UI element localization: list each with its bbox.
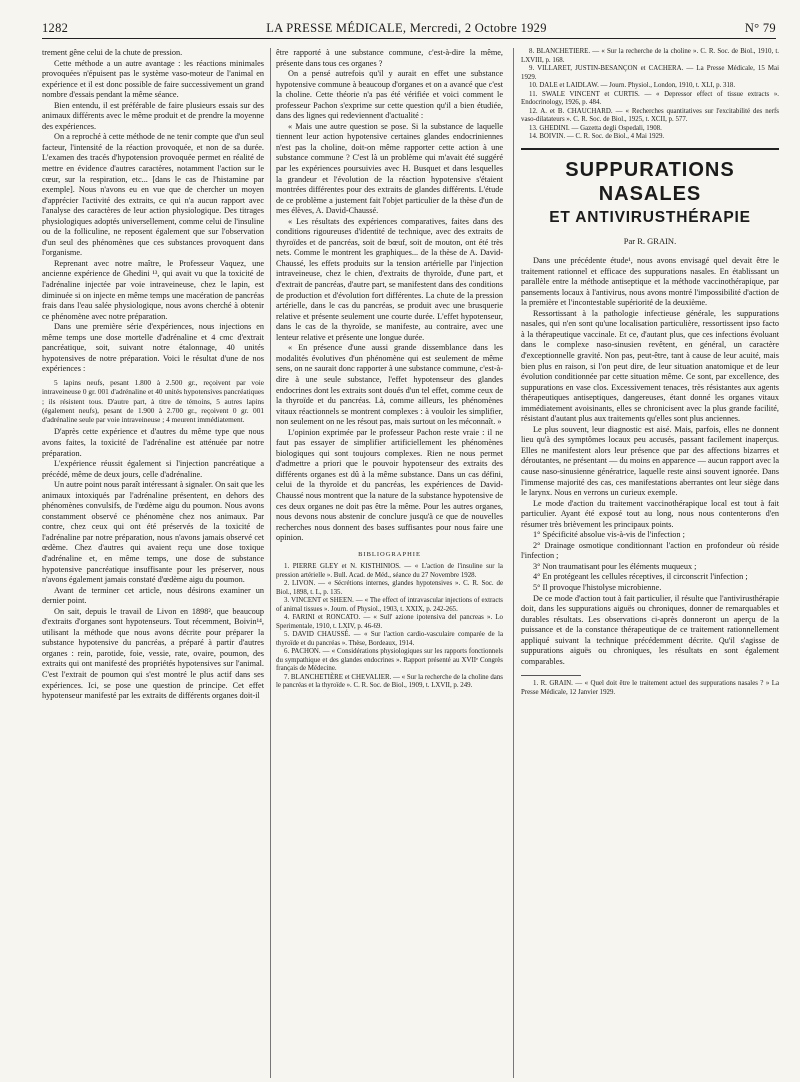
list-item: 1° Spécificité absolue vis-à-vis de l'infection ; — [533, 530, 685, 540]
paragraph: Le plus souvent, leur diagnostic est aisé. Mais, parfois, elles ne donnent lieu qu'à des symptômes locaux peu accusés, passant facilement inaperçus. Elles ne manifestent alors leur présence que par des affections bizarres et déroutantes, ne présentant — du moins en apparence — aucun rapport avec la cause naso-sinusienne génératrice, laquelle reste ainsi souvent ignorée. Dans l'immense majorité des cas, ces manifestations aberrantes ont leur siège dans le larynx. Nous en verrons un curieux exemple. — [521, 424, 779, 498]
column-divider — [270, 48, 271, 1078]
list-item: 2° Drainage osmotique conditionnant l'action en profondeur où réside l'infection ; — [521, 540, 779, 561]
reference: 2. LIVON. — « Sécrétions internes, glandes hypotensives ». C. R. Soc. de Biol., 1898, t. L, p. 135. — [276, 580, 503, 596]
list-item: 5° Il provoque l'histolyse microbienne. — [533, 583, 662, 592]
paragraph: On sait, depuis le travail de Livon en 1898², que beaucoup d'extraits d'organes sont hypotenseurs. Tout récemment, Boivin¹⁴, utilisant la méthode que nous avons décrite pour préparer la substance hypotensive du pancréas, a préparé à partir d'autres organes : rein, parotide, foie, vessie, rate, ovaire, poumon, des extraits qui ont manifesté des propriétés hypotensives sur l'animal. C'est l'extrait de poumon qui s'est montré le plus actif dans ses expériences. Ici, se pose une question de principe. Cet effet hypotenseur manifesté par les extraits de différents organes doit-il — [42, 606, 264, 701]
page-number: 1282 — [42, 21, 69, 35]
reference: 1. PIERRE GLEY et N. KISTHINIOS. — « L'action de l'insuline sur la pression artérielle ». Bull. Acad. de Méd., séance du 27 Novembre 1928. — [276, 563, 503, 579]
paragraph: Ressortissant à la pathologie infectieuse générale, les suppurations nasales, qui n'en sont qu'une localisation particulière, ressortissent ipso facto à la thérapeutique vaccinale. Et ce, d'autant plus, que ces infections évoluant dans le complexe naso-sinusien revêtent, en général, un caractère d'exceptionnelle gravité. Non pas, peut-être, tant à cause de leur acuité, mais bien plus en raison, si l'on peut dire, de leur situation anatomique et de leur évolution conditionnée par cette situation même. Ce sont, par excellence, des suppurations en vase clos. Excessivement tenaces, très résistantes aux agents thérapeutiques antiseptiques, dangereuses, étant donné les organes vitaux immédiatement avoisinants, elles se chronicisent avec la plus grande facilité, résistant d'autant plus aux traitements qu'elles sont plus anciennes. — [521, 308, 779, 424]
paragraph: On a reproché à cette méthode de ne tenir compte que d'un seul facteur, l'intensité de la réaction provoquée, et non de sa durée. L'examen des tracés d'hypotension provoquée permet en réalité de mettre en évidence d'autres caractères, notamment l'action sur le cœur, sur la respiration, etc... [dans le cas de l'histamine par exemple]. Nous n'avons eu en vue que de chercher un moyen d'apprécier l'activité des extraits, ce qui n'a aucun rapport avec l'analyse des caractères de leur action physiologique. Des titrages physiologiques adoptés universellement, comme celui de l'insuline ou de la folliculine, ne reposent également que sur l'observation d'un seul des phénomènes que ces substances provoquent dans l'organisme. — [42, 132, 264, 258]
reference: 14. BOIVIN. — C. R. Soc. de Biol., 4 Mai 1929. — [529, 133, 665, 140]
list-item: 3° Non traumatisant pour les éléments muqueux ; — [533, 561, 697, 571]
reference: 9. VILLARET, JUSTIN-BESANÇON et CACHERA. — La Presse Médicale, 15 Mai 1929. — [521, 65, 779, 81]
article-byline: Par R. GRAIN. — [623, 235, 677, 246]
journal-title: LA PRESSE MÉDICALE, Mercredi, 2 Octobre 1929 — [266, 21, 547, 35]
reference: 3. VINCENT et SHEEN. — « The effect of intravascular injections of extracts of animal tissues ». Journ. of Physiol., 1903, t. XXIX, p. 242-265. — [276, 597, 503, 613]
reference: 12. A. et B. CHAUCHARD. — « Recherches quantitatives sur l'excitabilité des nerfs vaso-dilatateurs ». C. R. Soc. de Biol., 1925, t. XCII, p. 577. — [521, 107, 779, 123]
column-2 — [276, 48, 503, 1076]
article-subtitle: ET ANTIVIRUSTHÉRAPIE — [549, 208, 751, 226]
paragraph: De ce mode d'action tout à fait particulier, il résulte que l'antivirusthérapie doit, dans les suppurations aiguës ou chroniques, donner de remarquables et durables résultats. Les observations ci-après donneront un aperçu de la puissance et de la constance thérapeutique de ce traitement rationnellement appliqué suivant la technique précédemment décrite. Qu'il s'agisse de suppurations aiguës ou chroniques, les résultats en sont également comparables. — [521, 593, 779, 666]
issue-number: N° 79 — [744, 21, 776, 35]
bibliography-continued — [521, 48, 779, 142]
reference: 11. SWALE VINCENT et CURTIS. — « Depressor effect of tissue extracts ». Endocrinology, 1926, p. 484. — [521, 90, 779, 106]
paragraph: L'expérience réussit également si l'injection pancréatique a précédé, même de deux jours, celle d'adrénaline. — [42, 459, 264, 479]
footnote-rule — [521, 675, 581, 676]
paragraph: L'opinion exprimée par le professeur Pachon reste vraie : il ne faut pas essayer de simplifier artificiellement les phénomènes biologiques qui sont toujours complexes. Rien ne nous permet d'admettre a priori que le pouvoir hypotenseur des extraits des différents organes est dû à la même substance. Dans un cas défini, celui de la thyroïde et du pancréas, les expériences de David-Chaussé nous montrent que la nature de la substance hypotensive de ces deux organes ne doit pas être la même. Pour les autres organes, nous devons nous abstenir de conclure jusqu'à ce que de nouvelles recherches nous donnent des bases suffisantes pour nous faire une opinion. — [276, 427, 503, 543]
column-divider — [513, 48, 514, 1078]
paragraph: Le mode d'action du traitement vaccinothérapique local est tout à fait particulier. Ayant été exposé tout au long, nous nous contenterons d'en résumer très brièvement les principaux points. — [521, 498, 779, 529]
paragraph: trement gêne celui de la chute de pression. — [42, 48, 183, 57]
paragraph: Un autre point nous paraît intéressant à signaler. On sait que les animaux intoxiqués par l'adrénaline présentent, en dehors des phénomènes convulsifs, de l'œdème aigu du poumon. Nous avons constamment observé ce phénomène chez nos animaux. Par contre, chez ceux qui ont été préservés de la toxicité de l'adrénaline par notre préparation, nous n'avons jamais observé cet œdème. Chez d'autres qui avaient reçu une dose toxique d'adrénaline et, en même temps, une dose de substance hypotensive pancréatique insuffisante pour les préserver, nous n'avons également jamais constaté d'œdème aigu du poumon. — [42, 480, 264, 585]
page-header — [42, 14, 776, 39]
reference: 6. PACHON. — « Considérations physiologiques sur les rapports fonctionnels du sympathique et des glandes endocrines ». Rapport présenté au XVIIᵉ Congrès français de Médecine. — [276, 648, 503, 673]
paragraph: « Les résultats des expériences comparatives, faites dans des conditions rigoureuses d'identité de technique, avec des extraits de thyroïdes et de pancréas, soit de bœuf, soit de mouton, ont été très nets. Comme le montrent les graphiques... de la thèse de A. David-Chaussé, les effets produits sur la tension artérielle par l'injection intraveineuse, chez le chien, d'extraits de thyroïde, d'une part, et d'extrait de pancréas, d'autre part, se manifestent dans des conditions de production et d'évolution fort différentes. La chute de la pression artérielle, dans le cas du pancréas, se produit avec une brusquerie relative et présente seulement une courte durée. L'effet hypotenseur, dans le cas de la thyroïde, se manifeste, au contraire, avec une lenteur relative et présente une longue durée. — [276, 216, 503, 342]
treatment-points-list — [521, 530, 779, 593]
paragraph: On a pensé autrefois qu'il y aurait en effet une substance hypotensive commune à beaucoup d'organes et on a avancé que c'est la choline. Cette théorie n'a pas été vérifiée et voici comment le professeur Pachon s'exprime sur cette question qu'il a bien étudiée, dans des lignes qui redeviennent d'actualité : — [276, 69, 503, 121]
reference: 4. FARINI et RONCATO. — « Sull' azione ipotensiva del pancreas ». Lo Sperimentale, 1910, t. LXIV, p. 46-69. — [276, 614, 503, 630]
paragraph: Cette méthode a un autre avantage : les réactions minimales provoquées n'épuisent pas le système vaso-moteur de l'animal en expérience et il est donc possible de faire successivement un grand nombre d'essais pendant la même séance. — [42, 58, 264, 100]
paragraph: Avant de terminer cet article, nous désirons examiner un dernier point. — [42, 585, 264, 606]
paragraph: 5 lapins neufs, pesant 1.800 à 2.500 gr., reçoivent par voie intraveineuse 0 gr. 001 d'adrénaline et 40 unités hypotensives pancréatiques ; ils résistent tous. D'autre part, à titre de témoins, 5 autres lapins (également neufs), pesant de 1.900 à 2.700 gr., reçoivent 0 gr. 001 d'adrénaline seule par voie intraveineuse ; 4 meurent immédiatement. — [42, 377, 264, 425]
paragraph: être rapporté à une substance commune, c'est-à-dire la même, présente dans tous ces organes ? — [276, 48, 503, 68]
bibliography-heading: BIBLIOGRAPHIE — [358, 550, 421, 558]
reference: 10. DALE et LAIDLAW. — Journ. Physiol., London, 1910, t. XLI, p. 318. — [529, 82, 736, 89]
reference: 8. BLANCHETIÈRE. — « Sur la recherche de la choline ». C. R. Soc. de Biol., 1910, t. LXVIII, p. 168. — [521, 48, 779, 64]
paragraph: « Mais une autre question se pose. Si la substance de laquelle tiennent leur action hypotensive certaines glandes endocriniennes n'est pas la choline, doit-on même rapporter cette action à une substance commune ? C'est là un problème qui m'avait été suggéré par les expériences poursuivies avec H. Busquet et dans lesquelles la grandeur et l'évolution de la réaction hypotensive s'étaient montrées différentes pour des extraits de glandes différents. L'étude de ce problème a justement fait l'objet particulier de la thèse d'un de mes élèves, A. David-Chaussé. — [276, 121, 503, 216]
column-1 — [42, 48, 264, 1076]
bibliography — [276, 563, 503, 691]
paragraph: D'après cette expérience et d'autres du même type que nous avons faites, la toxicité de l'adrénaline est atténuée par notre préparation. — [42, 427, 264, 458]
experiment-note — [42, 378, 264, 424]
column-3 — [521, 48, 779, 1076]
reference: 13. GHEDINI. — Gazetta degli Ospedali, 1908. — [529, 124, 662, 132]
paragraph: Dans une précédente étude¹, nous avons envisagé quel devait être le traitement rationnel et efficace des suppurations nasales. En établissant un parallèle entre la méthode antiseptique et la méthode vaccinothérapique, par pansements locaux à l'antivirus, nous avons montré l'impossibilité d'action de la première et l'incontestable supériorité de la deuxième. — [521, 256, 779, 308]
reference: 7. BLANCHETIÈRE et CHEVALIER. — « Sur la recherche de la choline dans le pancréas et la thyroïde ». C. R. Soc. de Biol., 1909, t. LXVII, p. 249. — [276, 673, 503, 690]
article-separator — [521, 148, 779, 150]
reference: 5. DAVID CHAUSSÉ. — « Sur l'action cardio-vasculaire comparée de la thyroïde et du pancréas ». Thèse, Bordeaux, 1914. — [276, 631, 503, 647]
footnote: 1. R. GRAIN. — « Quel doit être le traitement actuel des suppurations nasales ? » La Presse Médicale, 12 Janvier 1929. — [521, 680, 779, 696]
paragraph: Bien entendu, il est préférable de faire plusieurs essais sur des animaux différents avec le même produit et de prendre la moyenne des expériences. — [42, 100, 264, 131]
article-title: SUPPURATIONS NASALES — [565, 158, 735, 205]
paragraph: « En présence d'une aussi grande dissemblance dans les modalités évolutives d'un phénomène qui est seulement de même sens, on ne saurait donc rapporter à une substance commune, c'est-à-dire à une seule substance, l'effet hypotenseur des glandes endocrines dont les extraits sont doués d'un tel effet, comme ceux de la thyroïde et du pancréas. Là, comme ailleurs, les phénomènes vitaux réactionnels se montrent complexes : à vouloir les simplifier, non seulement on ne les résout pas, mais surtout on les méconnaît. » — [276, 343, 503, 427]
paragraph: Dans une première série d'expériences, nous injections en même temps une dose mortelle d'adrénaline et 4 cmc d'extrait pancréatique, soit, suivant notre étalonnage, 40 unités hypotensives de notre préparation. Voici le résultat d'une de nos expériences : — [42, 322, 264, 374]
list-item: 4° En protégeant les cellules réceptives, il circonscrit l'infection ; — [533, 572, 748, 582]
paragraph: Reprenant avec notre maître, le Professeur Vaquez, une ancienne expérience de Ghedini ¹³, qui avait vu que la toxicité de l'adrénaline injectée par voie intraveineuse, chez le lapin, est diminuée si on injecte en même temps une macération de pancréas frais dans l'eau salée physiologique, nous avons cherché à obtenir ce phénomène avec notre préparation. — [42, 258, 264, 321]
